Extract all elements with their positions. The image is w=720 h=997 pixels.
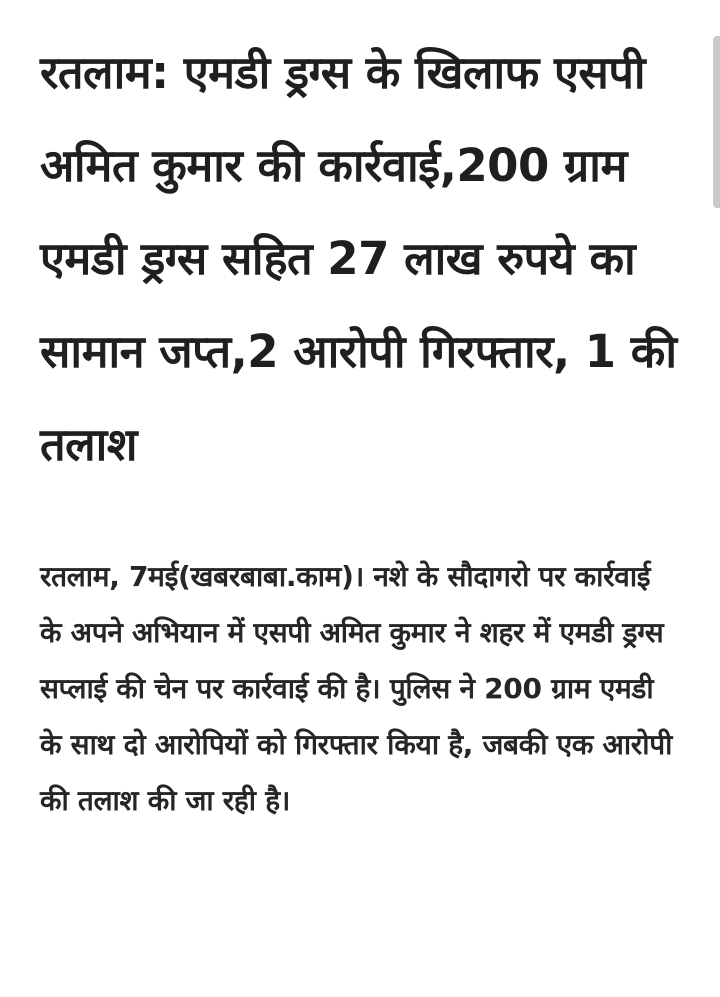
- article-body: रतलाम, 7मई(खबरबाबा.काम)। नशे के सौदागरो पर कार्रवाई के अपने अभियान में एसपी अमित कुमार ने शहर में एमडी ड्रग्स सप्लाई की चेन पर कार्रवाई की है। पुलिस ने 200 ग्राम एमडी के साथ दो आरोपियों को गिरफ्तार किया है, जबकी एक आरोपी की तलाश की जा रही है।: [40, 560, 673, 817]
- article: [40, 26, 680, 829]
- article-headline: रतलाम: एमडी ड्रग्स के खिलाफ एसपी अमित कुमार की कार्रवाई,200 ग्राम एमडी ड्रग्स सहित 27 लाख रुपये का सामान जप्त,2 आरोपी गिरफ्तार, 1 की तलाश: [40, 46, 677, 471]
- scrollbar[interactable]: [713, 36, 720, 208]
